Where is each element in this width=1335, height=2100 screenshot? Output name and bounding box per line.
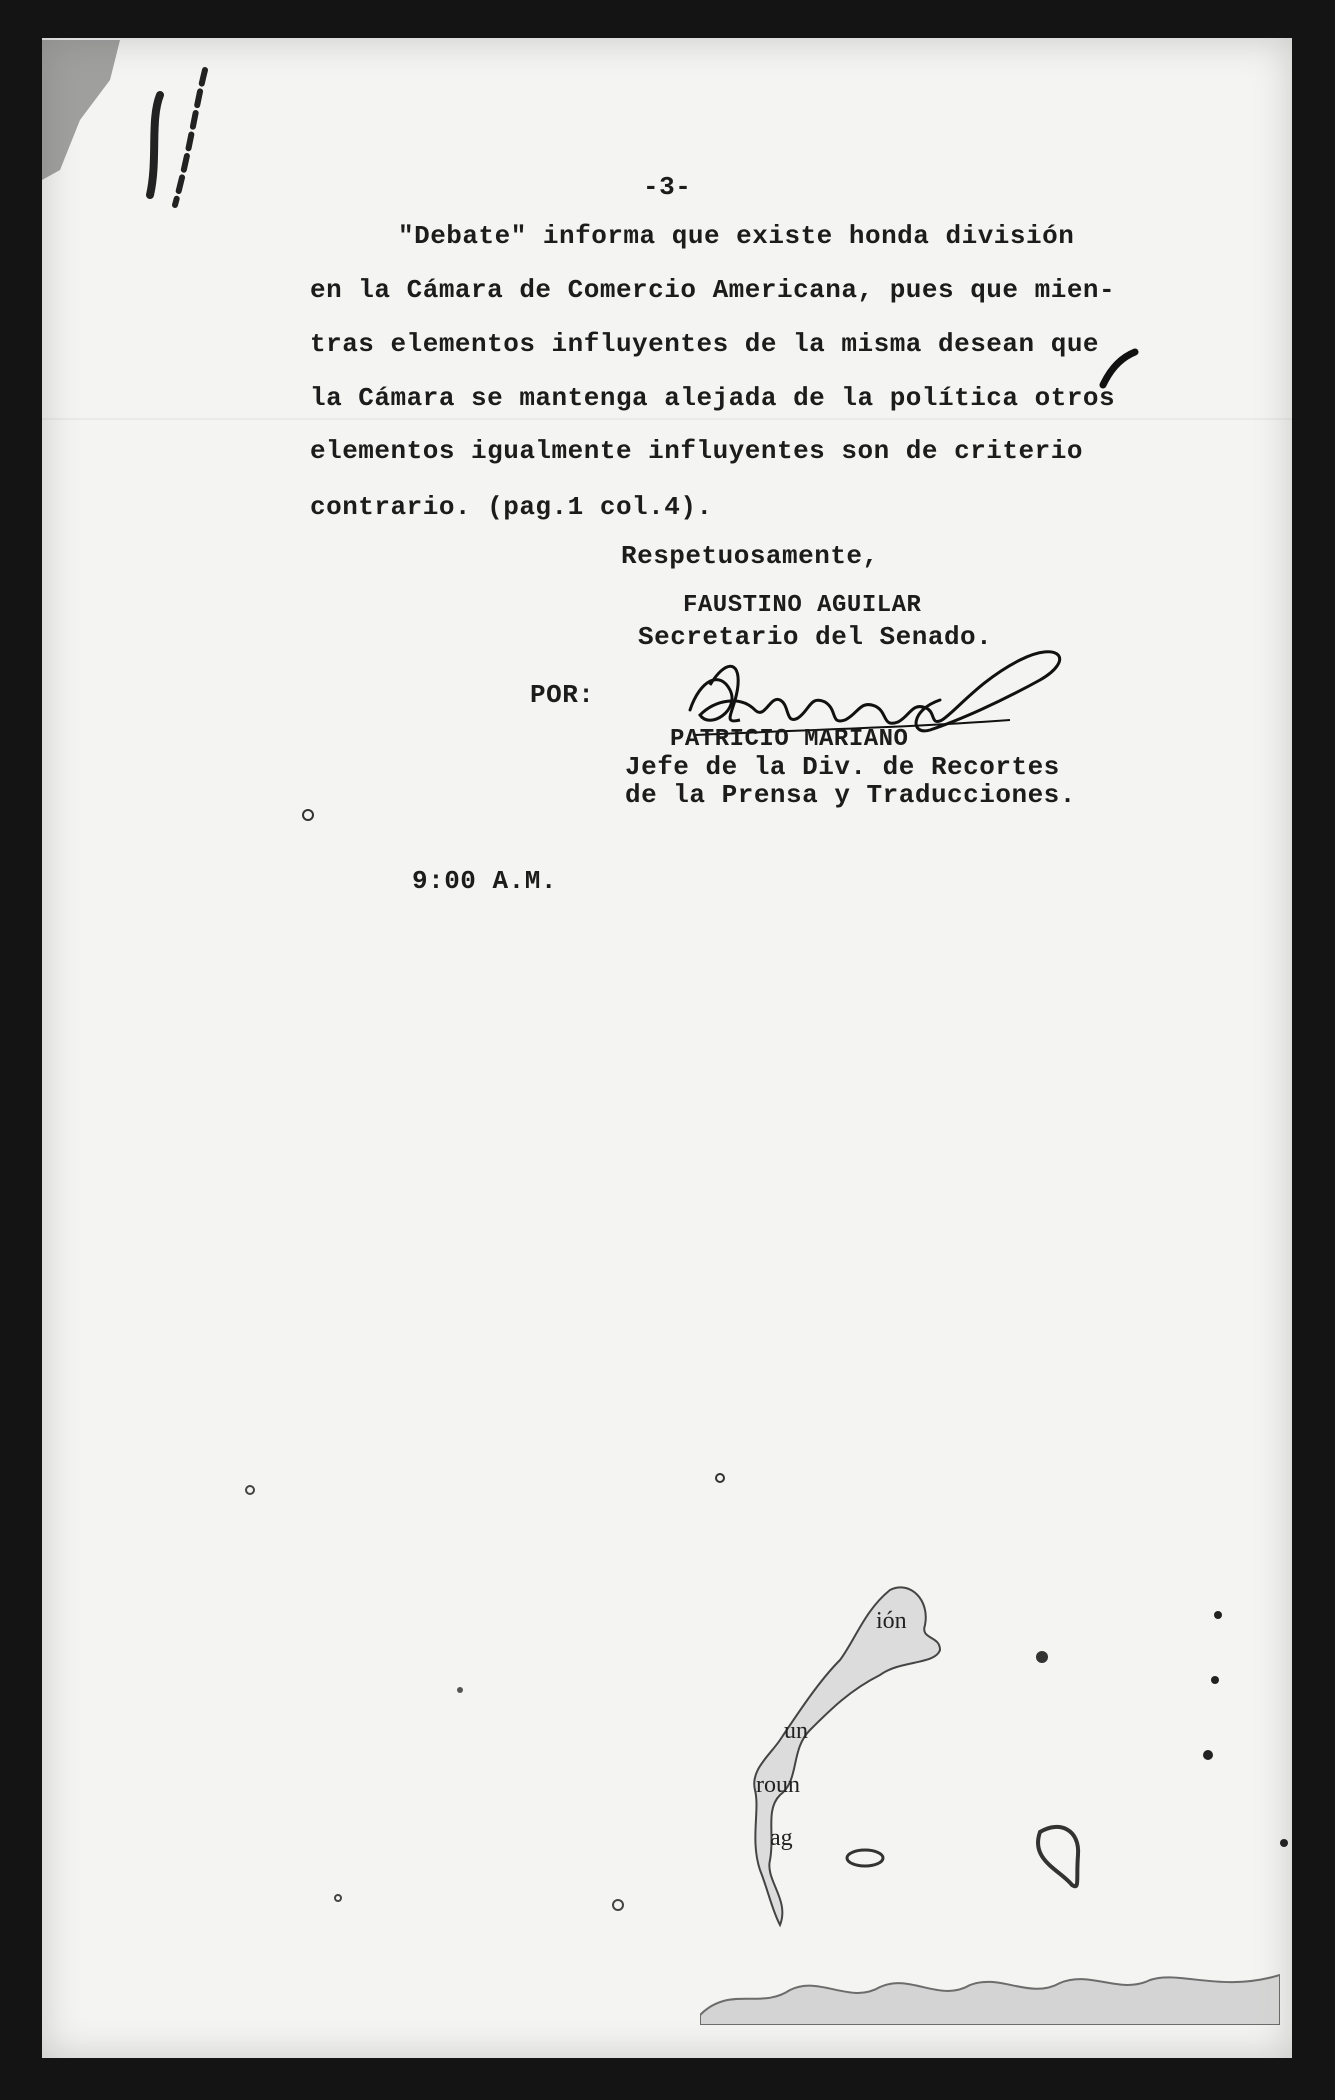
signatory-title: Secretario del Senado. — [638, 622, 993, 652]
paragraph-line: elementos igualmente influyentes son de criterio — [310, 436, 1083, 466]
page-number: -3- — [643, 172, 692, 202]
bleed-through-fragment: ión — [876, 1608, 907, 1634]
closing-salutation: Respetuosamente, — [621, 541, 879, 571]
signatory-name: FAUSTINO AGUILAR — [683, 592, 922, 619]
signer-name: PATRICIO MARIANO — [670, 726, 909, 753]
bleed-through-fragment: roun — [756, 1772, 800, 1798]
paragraph-line: la Cámara se mantenga alejada de la política otros — [310, 383, 1116, 413]
paragraph-line: tras elementos influyentes de la misma desean que — [310, 329, 1100, 359]
time-stamp: 9:00 A.M. — [412, 866, 557, 896]
paragraph-line: "Debate" informa que existe honda división — [398, 221, 1075, 251]
paragraph-line: en la Cámara de Comercio Americana, pues que mien- — [310, 275, 1116, 305]
signer-title-line: de la Prensa y Traducciones. — [625, 780, 1076, 810]
paper-stain — [750, 1580, 990, 1930]
por-label: POR: — [530, 680, 595, 710]
torn-bottom-edge — [700, 1965, 1280, 2025]
bleed-through-fragment: ag — [770, 1825, 793, 1851]
bleed-through-fragment: un — [784, 1718, 808, 1744]
paragraph-line: contrario. (pag.1 col.4). — [310, 492, 713, 522]
signer-title-line: Jefe de la Div. de Recortes — [625, 752, 1060, 782]
